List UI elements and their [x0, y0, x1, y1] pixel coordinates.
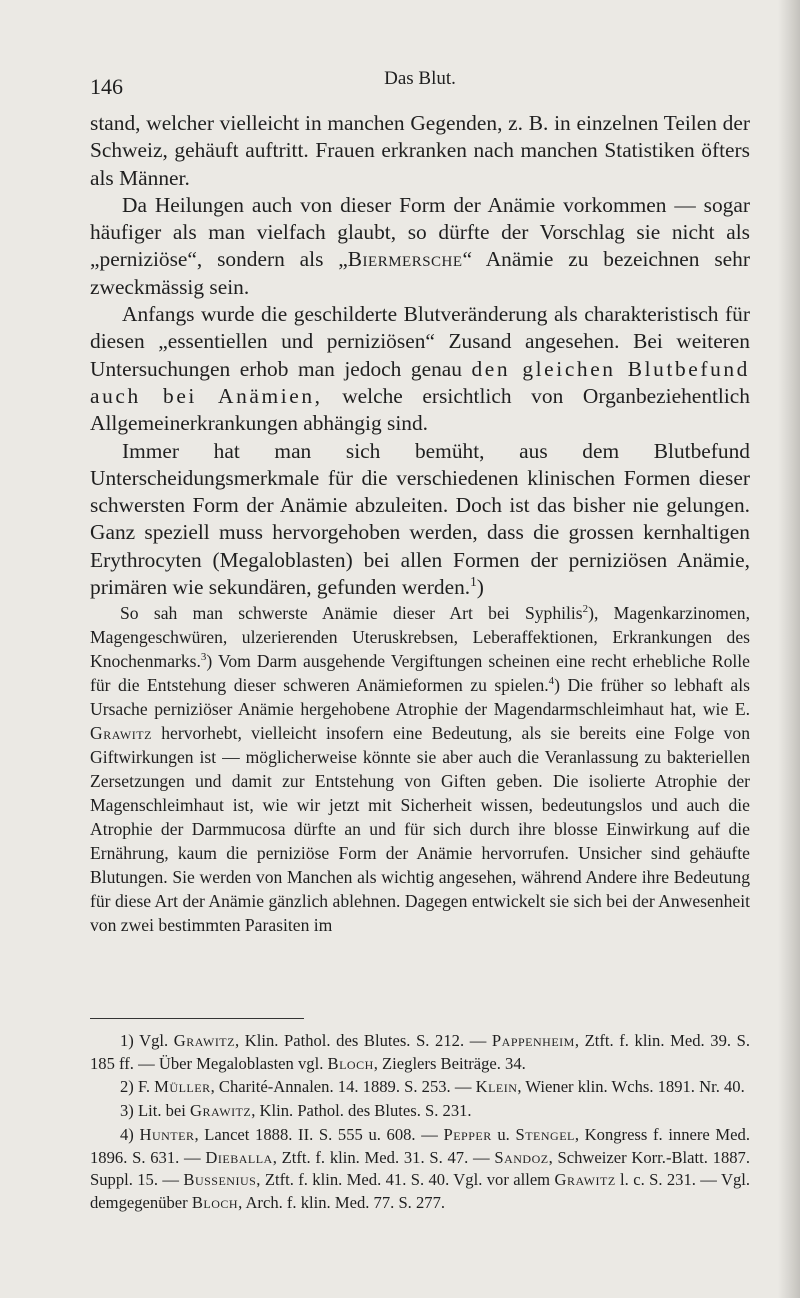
page-number: 146 [90, 74, 123, 99]
footnote-2: 2) F. Müller, Charité-Annalen. 14. 1889. S. 253. — Klein, Wiener klin. Wchs. 1891. Nr. 40. [120, 1077, 745, 1097]
page-edge-shadow [778, 0, 800, 1298]
emphasized-text: den gleichen Blutbefund auch bei Anämien, [90, 356, 750, 408]
footnotes [90, 1030, 750, 1216]
paragraph-4: Immer hat man sich bemüht, aus dem Blutbefund Unterscheidungsmerkmale für die verschiedenen klinischen Formen dieser schwersten Form der Anämie abzuleiten. Doch ist das bisher nie gelungen. Ganz speziell muss hervorgehoben werden, dass die grossen kernhaltigen Erythrocyten (Megaloblasten) bei allen Formen der perniziösen Anämie, primären wie sekundären, gefunden werden.$^1$) [90, 438, 750, 600]
running-title: Das Blut. [384, 68, 456, 89]
footnote-ref-4[interactable]: 4 [548, 675, 555, 688]
footnote-1: 1) Vgl. Grawitz, Klin. Pathol. des Blutes. S. 212. — Pappenheim, Ztft. f. klin. Med. 39. S. 185 ff. — Über Megaloblasten vgl. Bloch, Zieglers Beiträge. 34. [90, 1031, 750, 1073]
paragraph-1: stand, welcher vielleicht in manchen Gegenden, z. B. in einzelnen Teilen der Schweiz, gehäuft auftritt. Frauen erkranken nach manchen Statistiken öfters als Männer. [90, 111, 750, 190]
footnote-4: 4) Hunter, Lancet 1888. II. S. 555 u. 608. — Pepper u. Stengel, Kongress f. innere Med. 1896. S. 631. — Dieballa, Ztft. f. klin. Med. 31. S. 47. — Sandoz, Schweizer Korr.-Blatt. 1887. Suppl. 15. — Bussenius, Ztft. f. klin. Med. 41. S. 40. Vgl. vor allem Grawitz l. c. S. 231. — Vgl. demgegenüber Bloch, Arch. f. klin. Med. 77. S. 277. [90, 1124, 750, 1212]
paragraph-5: So sah man schwerste Anämie dieser Art bei Syphilis$^2$), Magenkarzinomen, Magengeschwüren, ulzerierenden Uteruskrebsen, Leberaffektionen, Erkrankungen des Knochenmarks.$^3$) Vom Darm ausgehende Vergiftungen scheinen eine recht erhebliche Rolle für die Entstehung dieser schweren Anämieformen zu spielen.$^4$) Die früher so lebhaft als Ursache perniziöser Anämie hergehobene Atrophie der Magendarmschleimhaut hat, wie E. Grawitz hervorhebt, vielleicht insofern eine Bedeutung, als sie bereits eine Folge von Giftwirkungen ist — möglicherweise könnte sie aber auch die Veranlassung zu bakteriellen Zersetzungen und damit zur Entstehung von Giften geben. Die isolierte Atrophie der Magenschleimhaut ist, wie wir jetzt mit Sicherheit wissen, bedeutungslos und auch die Atrophie der Darmmucosa dürfte an und für sich durch ihre blosse Einwirkung auf die Ernährung, kaum die perniziöse Form der Anämie hervorrufen. Unsicher sind gehäufte Blutungen. Sie werden von Manchen als wichtig angesehen, während Andere ihre Bedeutung für diese Art der Anämie gänzlich ablehnen. Dagegen entwickelt sie sich bei der Anwesenheit von zwei bestimmten Parasiten im [90, 603, 750, 936]
main-text [90, 110, 750, 937]
author-name: Biermersche [347, 247, 463, 272]
page-header [90, 64, 750, 99]
footnote-ref-2[interactable]: 2 [582, 603, 589, 616]
footnote-divider [90, 1018, 304, 1019]
author-name: Grawitz [90, 723, 152, 744]
footnote-3: 3) Lit. bei Grawitz, Klin. Pathol. des Blutes. S. 231. [120, 1101, 472, 1121]
footnote-ref-3[interactable]: 3 [200, 651, 207, 664]
paragraph-3: Anfangs wurde die geschilderte Blutveränderung als charakteristisch für diesen „essentiellen und perniziösen“ Zusand angesehen. Bei weiteren Untersuchungen erhob man jedoch genau den gleichen Blutbefund auch bei Anämien, welche ersichtlich von Organbeziehentlich Allgemeinerkrankungen abhängig sind. [90, 302, 750, 436]
footnote-ref-1[interactable]: 1 [470, 573, 477, 589]
paragraph-2: Da Heilungen auch von dieser Form der Anämie vorkommen — sogar häufiger als man vielfach glaubt, so dürfte der Vorschlag sie nicht als „perniziöse“, sondern als „Biermersche“ Anämie zu bezeichnen sehr zweckmässig sein. [90, 192, 750, 299]
